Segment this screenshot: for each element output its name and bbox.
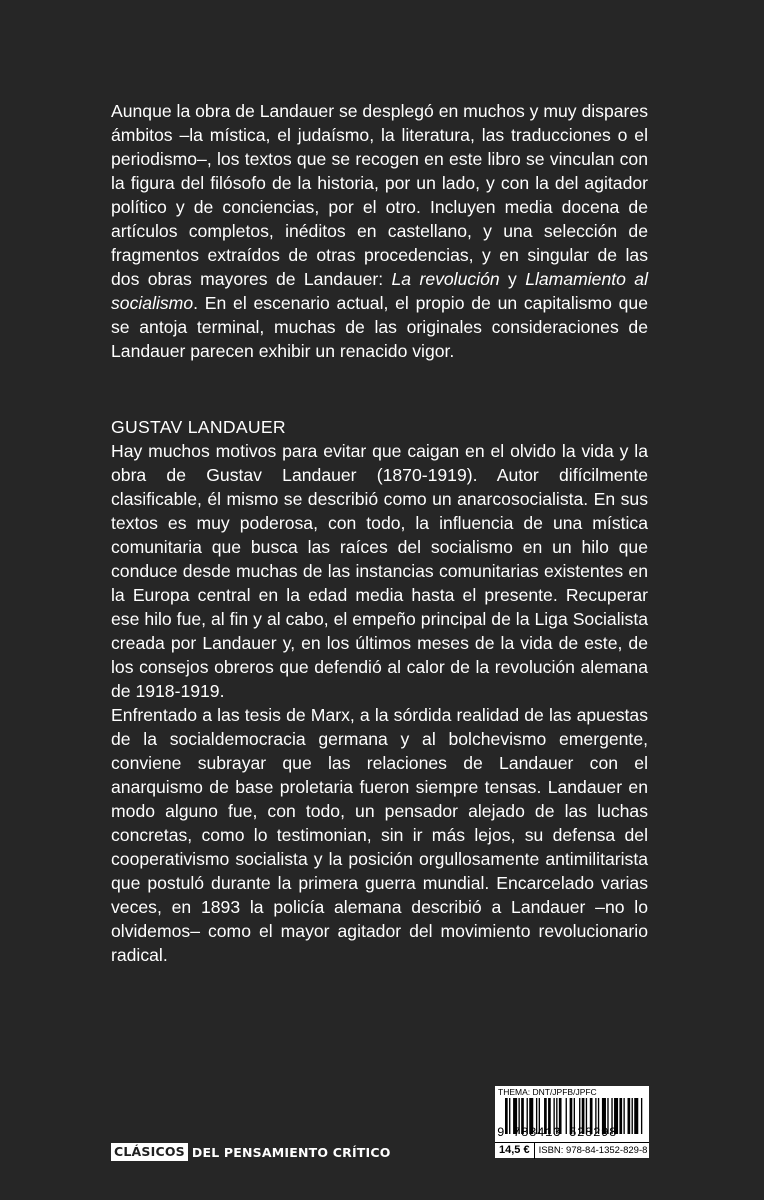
author-name-heading: GUSTAV LANDAUER — [111, 417, 286, 437]
barcode-bar — [623, 1098, 624, 1134]
book-title-llamamiento: Llamamiento al socialismo — [111, 269, 648, 313]
barcode-label — [495, 1086, 649, 1158]
series-logo — [111, 1142, 391, 1162]
price-isbn-row — [495, 1142, 649, 1159]
barcode-bar — [628, 1098, 631, 1134]
book-title-la-revolucion: La revolución — [391, 269, 500, 289]
series-logo-boxed-word: CLÁSICOS — [111, 1143, 188, 1161]
bio-paragraph-1: Hay muchos motivos para evitar que caigan en el olvido la vida y la obra de Gustav Landauer (1870-1919). Autor difícilmente clasificable, él mismo se describió como un anarcosocialista. En sus textos es muy poderosa, con todo, la influencia de una mística comunitaria que busca las raíces del socialismo en un hilo que conduce desde muchas de las instancias comunitarias existentes en la Europa central en la edad media hasta el presente. Recuperar ese hilo fue, al fin y al cabo, el empeño principal de la Liga Socialista creada por Landauer y, en los últimos meses de la vida de este, de los consejos obreros que defendió al calor de la revolución alemana de 1918-1919. — [111, 441, 648, 701]
barcode-bar — [619, 1098, 622, 1134]
barcode-bar — [641, 1098, 642, 1134]
bio-paragraph-2: Enfrentado a las tesis de Marx, a la sórdida realidad de las apuestas de la socialdemocracia germana y al bolchevismo emergente, conviene subrayar que las relaciones de Landauer con el anarquismo de base proletaria fueron siempre tensas. Landauer en modo alguno fue, con todo, un pensador alejado de las luchas concretas, como lo testimonian, sin ir más lejos, su defensa del cooperativismo socialista y la posición orgullosamente antimilitarista que postuló durante la primera guerra mundial. Encarcelado varias veces, en 1893 la policía alemana describió a Landauer –no lo olvidemos– como el mayor agitador del movimiento revolucionario radical. — [111, 705, 648, 965]
isbn: ISBN: 978-84-1352-829-8 — [538, 1145, 648, 1156]
series-logo-text: DEL PENSAMIENTO CRÍTICO — [191, 1144, 391, 1160]
synopsis-text — [111, 99, 648, 363]
ean-number: 9 788413 528298 — [497, 1126, 618, 1140]
thema-code: THEMA: DNT/JPFB/JPFC — [498, 1087, 597, 1097]
price: 14,5 € — [495, 1143, 535, 1159]
barcode-bar — [632, 1098, 633, 1134]
barcode-bar — [634, 1098, 638, 1134]
synopsis-paragraph: Aunque la obra de Landauer se desplegó en muchos y muy dispares ámbitos –la mística, el judaísmo, la literatura, las traducciones o el periodismo–, los textos que se recogen en este libro se vinculan con la figura del filósofo de la historia, por un lado, y con la del agitador político y de conciencias, por el otro. Incluyen media docena de artículos completos, inéditos en castellano, y una selección de fragmentos extraídos de otras procedencias, y en singular de las dos obras mayores de Landauer: La revolución y Llamamiento al socialismo. En el escenario actual, el propio de un capitalismo que se antoja terminal, muchas de las originales consideraciones de Landauer parecen exhibir un renacido vigor. — [111, 101, 648, 361]
author-bio — [111, 415, 648, 967]
